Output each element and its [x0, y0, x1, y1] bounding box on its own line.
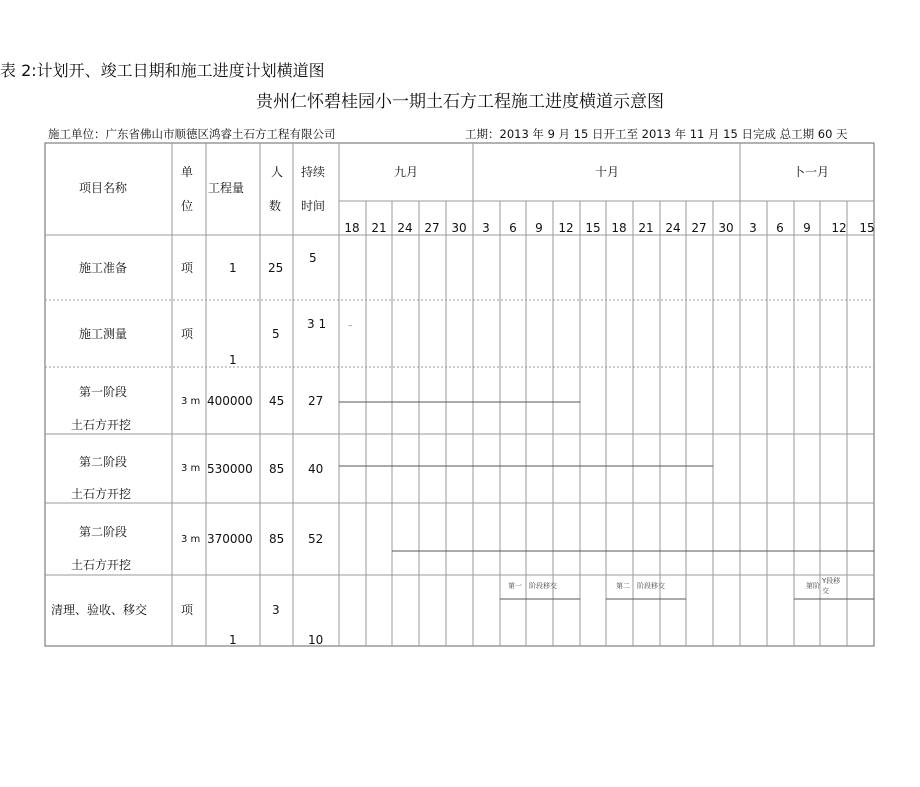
day-header: 6 [776, 221, 784, 235]
row-unit: 3 m [181, 396, 201, 407]
gantt-label: 第一 [508, 582, 522, 590]
row-quantity: 370000 [207, 532, 253, 546]
row-quantity: 1 [229, 261, 237, 275]
row-quantity: 400000 [207, 394, 253, 408]
day-header: 18 [344, 221, 360, 235]
row-name-task: 土石方开挖 [71, 418, 132, 432]
row-name-task: 土石方开挖 [71, 558, 132, 572]
row-people: 85 [269, 532, 285, 546]
day-header: 18 [611, 221, 627, 235]
row-duration: 5 [309, 251, 317, 265]
row-name-stage: 第二阶段 [79, 455, 128, 469]
row-quantity: 530000 [207, 462, 253, 476]
day-header: 15 [585, 221, 601, 235]
row-people: 45 [269, 394, 285, 408]
construction-period: 工期：2013 年 9 月 15 日开工至 2013 年 11 月 15 日完成 总工期 60 天 [465, 127, 848, 141]
gantt-label: 阶段移交 [637, 582, 665, 590]
header-duration-2: 时间 [301, 199, 326, 213]
row-mark: – [348, 321, 353, 331]
row-name-stage: 第二阶段 [79, 525, 128, 539]
day-header: 21 [638, 221, 654, 235]
table-caption: 表 2:计划开、竣工日期和施工进度计划横道图 [0, 61, 325, 80]
header-people-2: 数 [269, 199, 282, 213]
row-name-task: 土石方开挖 [71, 487, 132, 501]
header-quantity: 工程量 [208, 181, 245, 195]
day-header: 27 [691, 221, 707, 235]
header-month-oct: 十月 [595, 165, 620, 179]
construction-unit: 施工单位：广东省佛山市顺德区鸿睿土石方工程有限公司 [48, 127, 336, 141]
day-header: 12 [831, 221, 847, 235]
day-header: 9 [803, 221, 811, 235]
header-duration-1: 持续 [301, 165, 326, 179]
day-header: 6 [509, 221, 517, 235]
header-month-sep: 九月 [394, 165, 419, 179]
row-duration: 52 [308, 532, 324, 546]
header-item-name: 项目名称 [79, 181, 128, 195]
row-unit: 3 m [181, 534, 201, 545]
header-people-1: 人 [271, 165, 284, 179]
row-people: 5 [272, 327, 280, 341]
day-header: 27 [424, 221, 440, 235]
day-header: 3 [482, 221, 490, 235]
row-name: 清理、验收、移交 [51, 603, 148, 617]
row-name: 施工准备 [79, 261, 128, 275]
row-duration: 10 [308, 633, 324, 647]
row-people: 25 [268, 261, 284, 275]
day-header: 30 [451, 221, 467, 235]
row-unit: 项 [181, 261, 194, 275]
row-duration: 3 1 [307, 317, 327, 331]
gantt-label: 交 [822, 587, 829, 595]
row-unit: 项 [181, 327, 194, 341]
row-name: 施工测量 [79, 327, 128, 341]
day-header: 30 [718, 221, 734, 235]
gantt-label: Y段移 [822, 577, 841, 585]
row-duration: 27 [308, 394, 324, 408]
day-header: 12 [558, 221, 574, 235]
row-duration: 40 [308, 462, 324, 476]
day-header: 9 [535, 221, 543, 235]
table-grid [45, 143, 874, 646]
row-people: 3 [272, 603, 280, 617]
day-header: 21 [371, 221, 387, 235]
day-header: 3 [749, 221, 757, 235]
page-title: 贵州仁怀碧桂园小一期土石方工程施工进度横道示意图 [256, 92, 664, 112]
gantt-label: 阶段移交 [529, 582, 557, 590]
row-unit: 项 [181, 603, 194, 617]
gantt-label: 第二 [616, 582, 630, 590]
day-header: 24 [397, 221, 413, 235]
header-unit-2: 位 [181, 199, 194, 213]
header-unit-1: 单 [181, 165, 194, 179]
row-unit: 3 m [181, 463, 201, 474]
day-header: 15 [859, 221, 875, 235]
row-quantity: 1 [229, 633, 237, 647]
day-header: 24 [665, 221, 681, 235]
header-month-nov: 卜一月 [793, 165, 830, 179]
row-people: 85 [269, 462, 285, 476]
row-quantity: 1 [229, 353, 237, 367]
row-name-stage: 第一阶段 [79, 385, 128, 399]
gantt-label: 第阶 [806, 582, 820, 590]
